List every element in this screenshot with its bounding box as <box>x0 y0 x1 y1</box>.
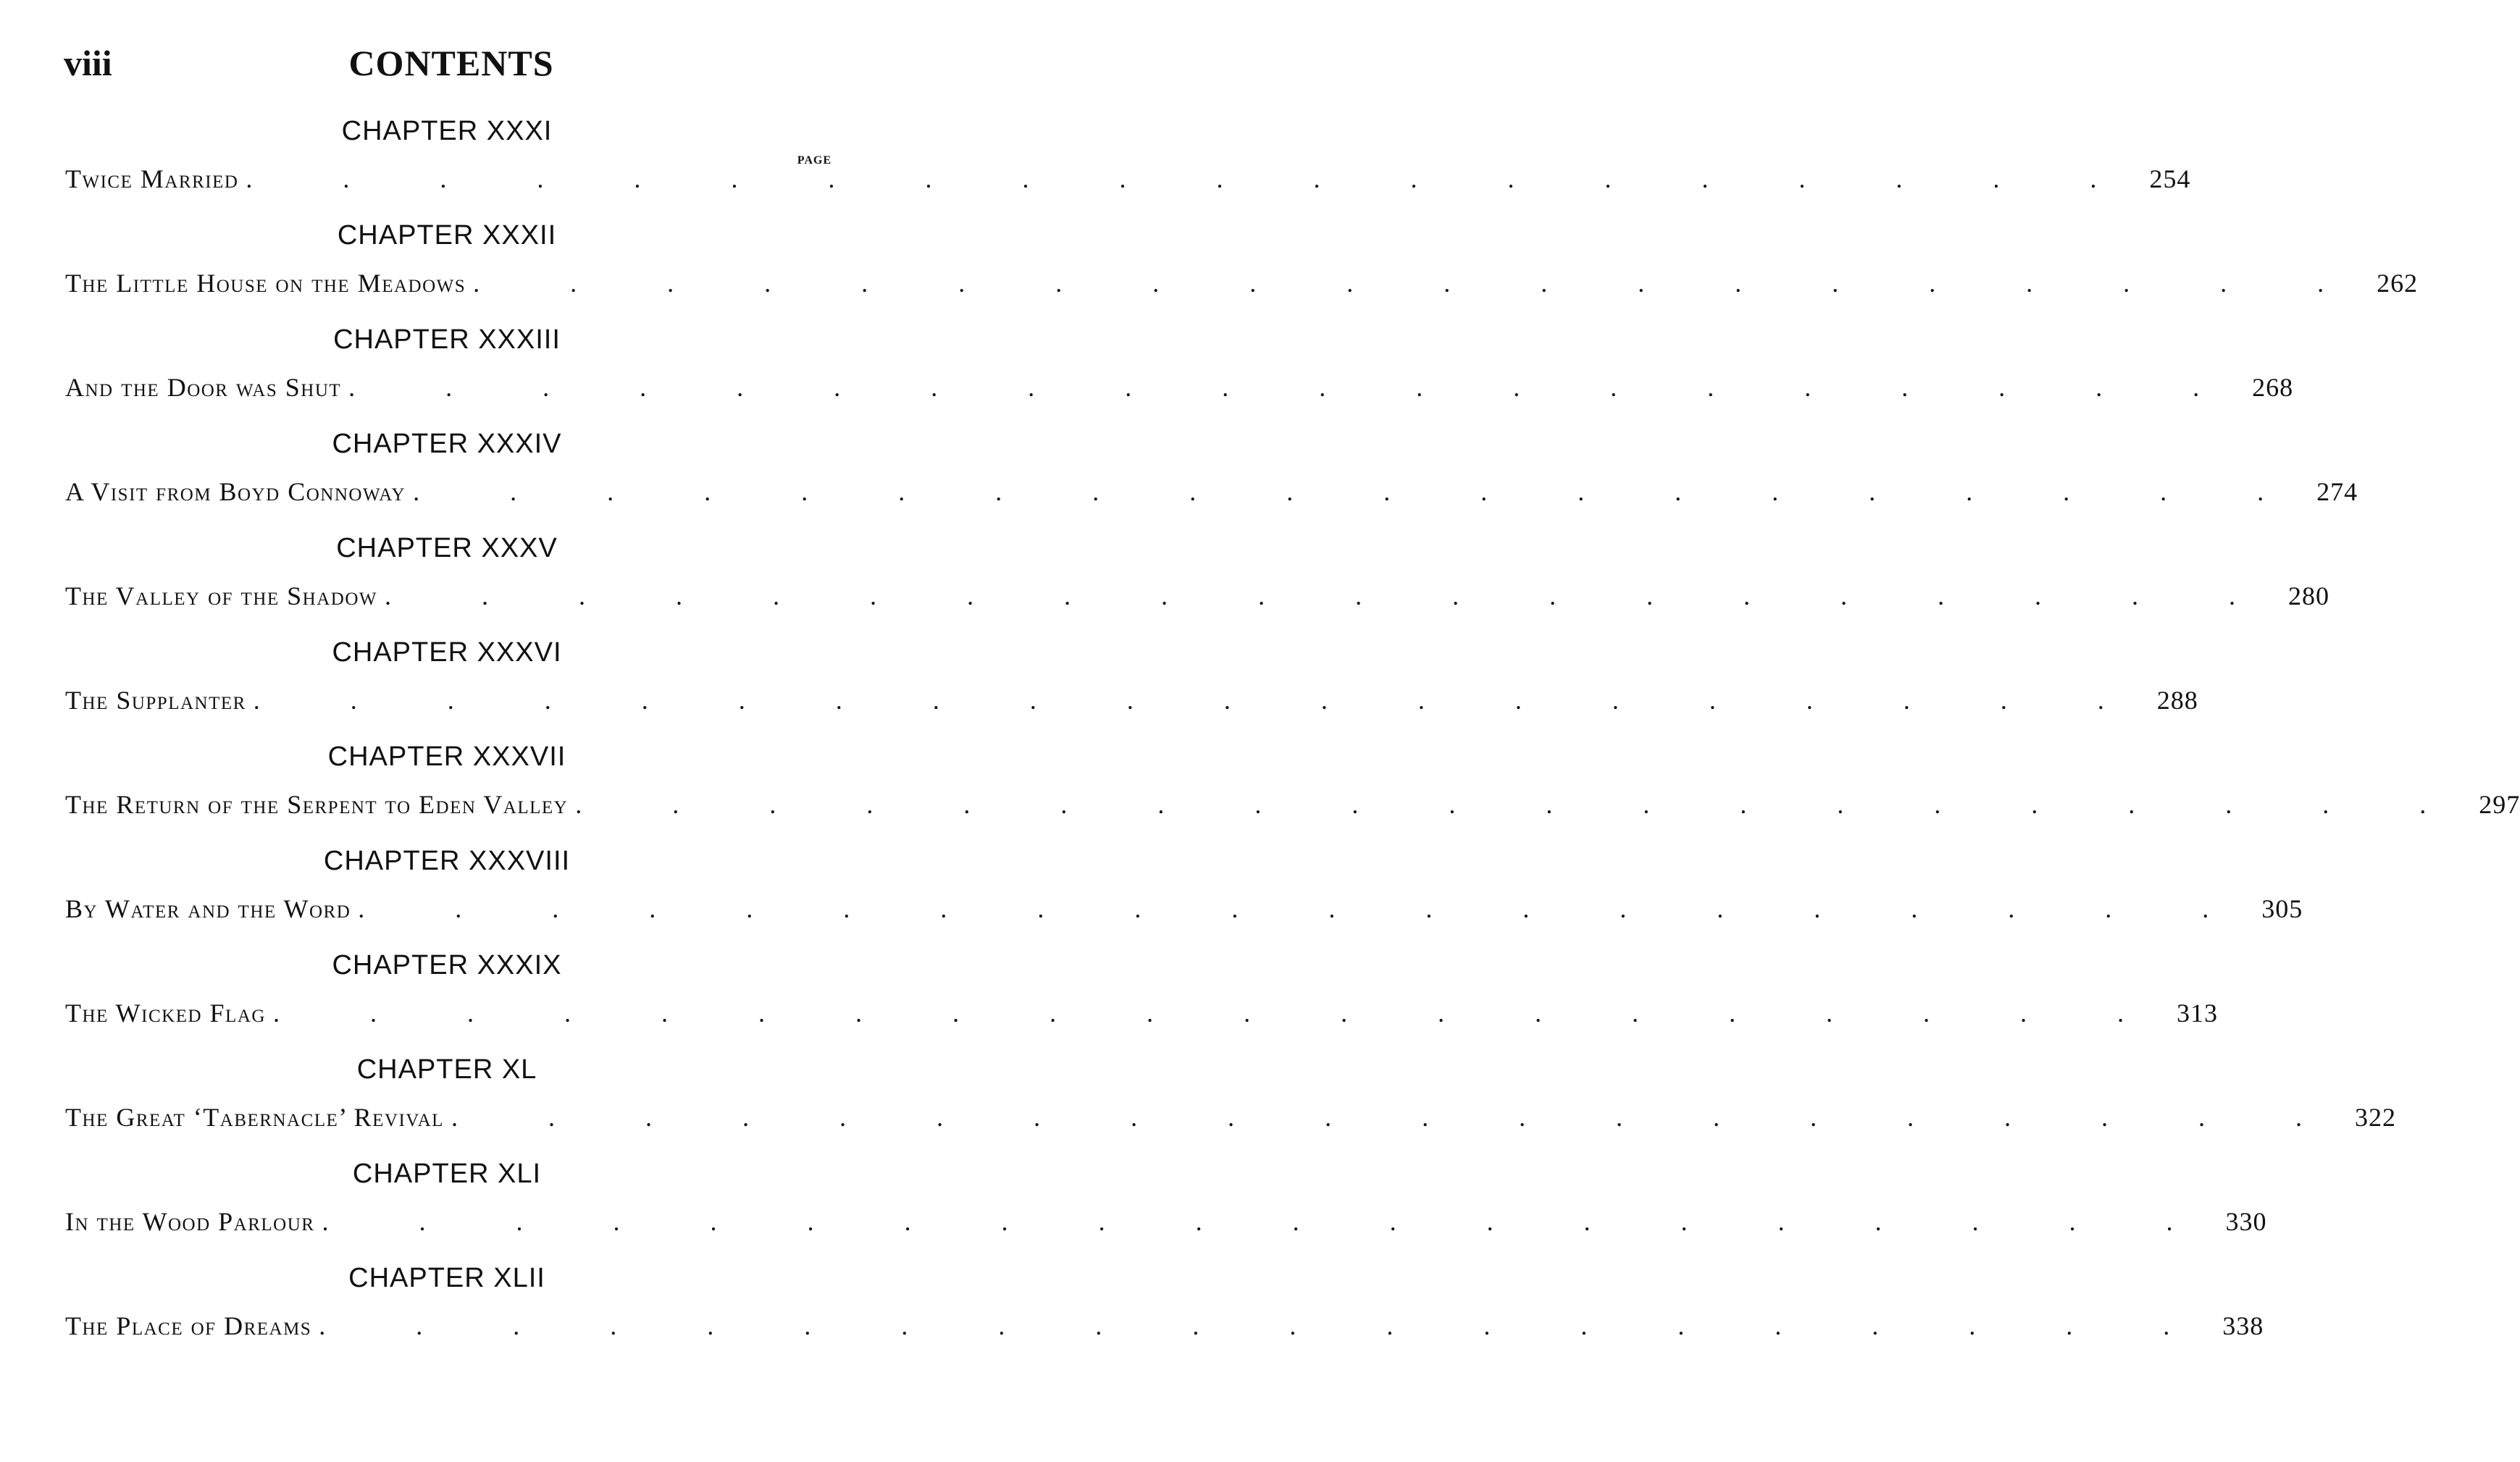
dot-leader: . . . . . . . . . . . . . . . . . . . . <box>322 1207 2215 1236</box>
chapter-entry <box>65 637 2198 741</box>
contents-list <box>65 116 2520 1367</box>
dot-leader: . . . . . . . . . . . . . . . . . . . . <box>348 373 2242 402</box>
chapter-page-number: 338 <box>2222 1311 2264 1340</box>
chapter-page-number: 274 <box>2316 477 2358 506</box>
chapter-page-number: 313 <box>2176 999 2218 1028</box>
toc-line <box>65 789 2520 827</box>
dot-leader: . . . . . . . . . . . . . . . . . . . . <box>384 581 2277 610</box>
chapter-heading: CHAPTER XXXIX <box>332 950 562 980</box>
toc-line <box>65 581 2329 618</box>
chapter-title: The Wicked Flag <box>65 999 266 1028</box>
chapter-entry <box>65 1159 2267 1263</box>
toc-line <box>65 894 2303 931</box>
toc-line <box>65 1206 2267 1244</box>
page-column-label: PAGE <box>797 154 832 167</box>
toc-line <box>65 685 2198 723</box>
chapter-entry <box>65 324 2294 429</box>
chapter-heading: CHAPTER XXXVI <box>332 637 562 668</box>
dot-leader: . . . . . . . . . . . . . . . . . . . . <box>451 1103 2344 1132</box>
chapter-heading: CHAPTER XXXIV <box>332 429 562 459</box>
chapter-heading: CHAPTER XXXV <box>336 533 558 563</box>
dot-leader: . . . . . . . . . . . . . . . . . . . . <box>358 894 2251 923</box>
chapter-title: By Water and the Word <box>65 894 351 923</box>
chapter-title: The Return of the Serpent to Eden Valley <box>65 790 569 819</box>
chapter-entry <box>65 1263 2264 1367</box>
chapter-title: The Little House on the Meadows <box>65 269 466 298</box>
chapter-page-number: 288 <box>2156 686 2198 715</box>
chapter-page-number: 254 <box>2149 164 2191 193</box>
page-header <box>64 42 839 93</box>
dot-leader: . . . . . . . . . . . . . . . . . . . . <box>272 999 2166 1028</box>
dot-leader: . . . . . . . . . . . . . . . . . . . . <box>413 477 2306 506</box>
chapter-heading: CHAPTER XLI <box>352 1159 542 1189</box>
chapter-title: The Place of Dreams <box>65 1311 312 1340</box>
chapter-page-number: 297 <box>2479 790 2520 819</box>
dot-leader: . . . . . . . . . . . . . . . . . . . . <box>473 269 2366 298</box>
dot-leader: . . . . . . . . . . . . . . . . . . . . <box>246 164 2139 193</box>
dot-leader: . . . . . . . . . . . . . . . . . . . . <box>575 790 2469 819</box>
toc-line <box>65 1311 2264 1348</box>
chapter-entry <box>65 741 2520 846</box>
chapter-entry <box>65 116 2191 220</box>
chapter-entry <box>65 1054 2396 1159</box>
toc-line <box>65 268 2419 306</box>
chapter-title: The Supplanter <box>65 686 246 715</box>
chapter-title: The Valley of the Shadow <box>65 581 377 610</box>
chapter-heading: CHAPTER XL <box>356 1054 537 1085</box>
dot-leader: . . . . . . . . . . . . . . . . . . . . <box>319 1311 2212 1340</box>
chapter-title: And the Door was Shut <box>65 373 342 402</box>
chapter-page-number: 262 <box>2377 269 2419 298</box>
chapter-page-number: 305 <box>2261 894 2303 923</box>
chapter-heading: CHAPTER XXXIII <box>333 324 561 355</box>
chapter-page-number: 330 <box>2225 1207 2267 1236</box>
chapter-heading: CHAPTER XXXI <box>341 116 553 146</box>
chapter-page-number: 322 <box>2354 1103 2396 1132</box>
toc-line <box>65 476 2358 514</box>
chapter-title: In the Wood Parlour <box>65 1207 315 1236</box>
chapter-page-number: 280 <box>2287 581 2329 610</box>
chapter-heading: CHAPTER XXXVIII <box>323 846 571 876</box>
chapter-entry <box>65 220 2419 324</box>
chapter-entry <box>65 429 2358 533</box>
chapter-title: Twice Married <box>65 164 239 193</box>
toc-line <box>65 372 2294 410</box>
chapter-entry <box>65 533 2329 637</box>
dot-leader: . . . . . . . . . . . . . . . . . . . . <box>253 686 2146 715</box>
chapter-title: The Great ‘Tabernacle’ Revival <box>65 1103 444 1132</box>
toc-line <box>65 164 2191 201</box>
chapter-heading: CHAPTER XXXII <box>337 220 557 251</box>
chapter-entry <box>65 950 2218 1054</box>
toc-line <box>65 1102 2396 1140</box>
chapter-heading: CHAPTER XLII <box>348 1263 545 1293</box>
page-number: viii <box>64 43 112 83</box>
toc-line <box>65 998 2218 1035</box>
chapter-heading: CHAPTER XXXVII <box>327 741 566 772</box>
page-title: CONTENTS <box>348 43 554 83</box>
chapter-title: A Visit from Boyd Connoway <box>65 477 406 506</box>
chapter-entry <box>65 846 2303 950</box>
chapter-page-number: 268 <box>2252 373 2294 402</box>
